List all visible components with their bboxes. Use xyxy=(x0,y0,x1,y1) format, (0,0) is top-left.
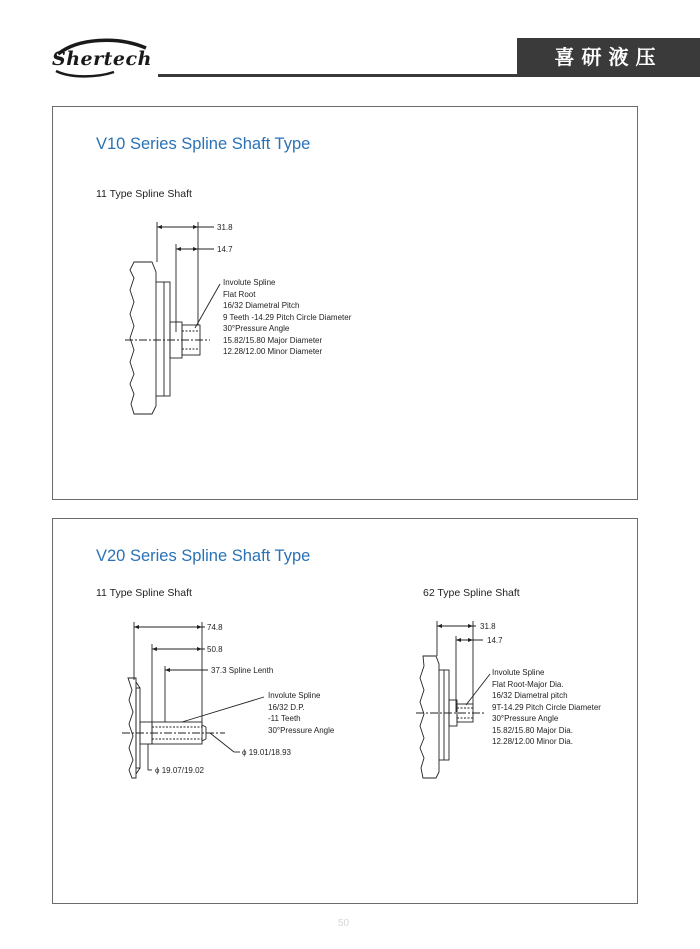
v10-spec-line: Involute Spline xyxy=(223,278,276,287)
v10-spec-line: 12.28/12.00 Minor Diameter xyxy=(223,347,323,356)
v20-11-dim-mid: 50.8 xyxy=(207,645,223,654)
v20-62-spec-line: 16/32 Diametral pitch xyxy=(492,691,568,700)
v20-11-dia-shaft: ϕ 19.01/18.93 xyxy=(242,748,291,757)
v10-title: V10 Series Spline Shaft Type xyxy=(96,135,311,153)
v10-spec-line: 16/32 Diametral Pitch xyxy=(223,301,300,310)
v20-11-spec-line: -11 Teeth xyxy=(268,714,301,723)
v20-11-spec-line: Involute Spline xyxy=(268,691,321,700)
page-number: 50 xyxy=(338,918,350,929)
brand-name: 喜研液压 xyxy=(554,45,663,69)
v10-dim-spline: 14.7 xyxy=(217,245,233,254)
v20-11-spec-line: 16/32 D.P. xyxy=(268,702,305,712)
v10-spec-line: 15.82/15.80 Major Diameter xyxy=(223,335,323,345)
v20-11-dim-total: 74.8 xyxy=(207,623,223,632)
v20-62-dim-spline: 14.7 xyxy=(487,636,503,645)
v20-left-subtitle: 11 Type Spline Shaft xyxy=(96,587,192,599)
v20-title: V20 Series Spline Shaft Type xyxy=(96,547,311,565)
v20-62-spec-line: Flat Root-Major Dia. xyxy=(492,679,564,689)
v10-subtitle: 11 Type Spline Shaft xyxy=(96,188,192,200)
v20-11-dia-pilot: ϕ 19.07/19.02 xyxy=(155,766,204,775)
v20-62-spec-line: 12.28/12.00 Minor Dia. xyxy=(492,737,573,746)
v20-11-spec-line: 30°Pressure Angle xyxy=(268,725,335,735)
company-logo: Shertech xyxy=(52,48,152,70)
v20-62-spec-block xyxy=(492,667,601,748)
v20-11-dim-spline-length: 37.3 Spline Lenth xyxy=(211,666,274,675)
v20-62-spec-line: 30°Pressure Angle xyxy=(492,714,559,723)
v10-spec-line: 9 Teeth -14.29 Pitch Circle Diameter xyxy=(223,312,352,322)
v10-spec-line: 30°Pressure Angle xyxy=(223,324,290,333)
v10-spec-line: Flat Root xyxy=(223,289,256,299)
v20-62-dim-total: 31.8 xyxy=(480,622,496,631)
v10-dim-total: 31.8 xyxy=(217,223,233,232)
v20-62-spec-line: Involute Spline xyxy=(492,668,545,677)
v20-62-spec-line: 9T-14.29 Pitch Circle Diameter xyxy=(492,702,601,712)
v20-right-subtitle: 62 Type Spline Shaft xyxy=(423,587,520,599)
v20-62-spec-line: 15.82/15.80 Major Dia. xyxy=(492,725,573,735)
